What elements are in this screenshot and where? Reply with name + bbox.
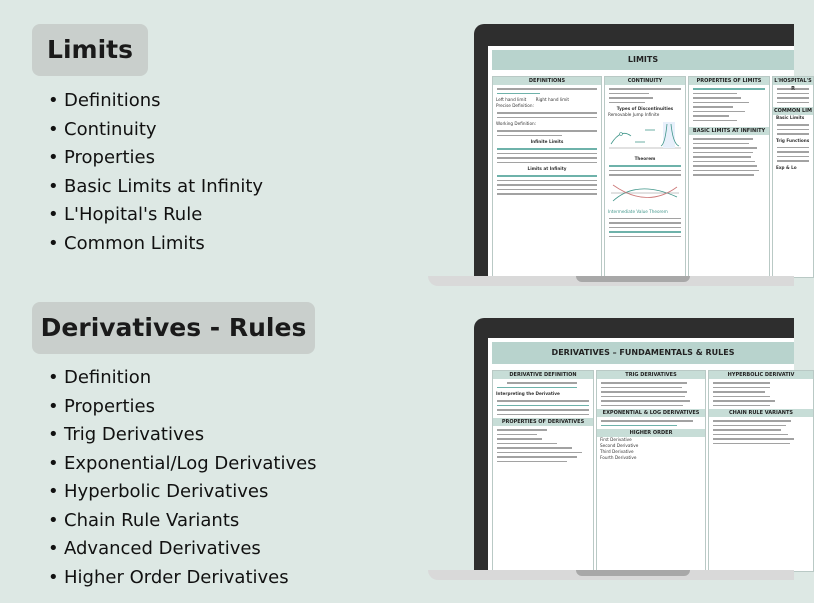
derivatives-topic-list (48, 364, 317, 592)
doc-title: LIMITS (492, 50, 794, 70)
laptop-screen (474, 24, 813, 276)
doc-column (688, 76, 770, 278)
doc-snippet: Working Definition: (496, 121, 537, 126)
cheatsheet-preview-limits (488, 46, 813, 276)
laptop-notch (576, 276, 690, 282)
list-item: • Hyperbolic Derivatives (48, 478, 317, 507)
doc-snippet: Precise Definition: (496, 103, 534, 108)
column-header: DERIVATIVE DEFINITION (493, 371, 593, 379)
column-header: PROPERTIES OF DERIVATIVES (493, 418, 593, 426)
column-header: HIGHER ORDER (597, 429, 705, 437)
list-item: • Properties (48, 393, 317, 422)
doc-snippet: Left hand limit Right hand limit (496, 97, 570, 102)
list-item: • Continuity (48, 116, 263, 145)
list-item: • Higher Order Derivatives (48, 564, 317, 593)
doc-snippet: Removable Jump Infinite (608, 112, 660, 117)
doc-column (772, 76, 814, 278)
doc-column (604, 76, 686, 278)
ivt-graph-icon (607, 179, 683, 205)
doc-snippet: Trig Functions (776, 137, 810, 143)
section-heading-derivatives: Derivatives - Rules (32, 302, 315, 354)
discontinuity-graphs-icon (607, 118, 683, 152)
doc-snippet: Intermediate Value Theorem (608, 208, 668, 214)
column-header: HYPERBOLIC DERIVATIV (709, 371, 813, 379)
column-header: CHAIN RULE VARIANTS (709, 409, 813, 417)
section-heading-limits: Limits (32, 24, 148, 76)
list-item: • Exponential/Log Derivatives (48, 450, 317, 479)
column-header: COMMON LIM (773, 108, 813, 114)
doc-snippet: Exp & Lo (776, 164, 797, 170)
doc-snippet: First Derivative (600, 437, 632, 442)
list-item: • Basic Limits at Infinity (48, 173, 263, 202)
laptop-screen (474, 318, 794, 570)
doc-column (492, 370, 594, 572)
column-header: BASIC LIMITS AT INFINITY (689, 127, 769, 135)
list-item: • Common Limits (48, 230, 263, 259)
laptop-notch (576, 570, 690, 576)
list-item: • Advanced Derivatives (48, 535, 317, 564)
limits-topic-list (48, 87, 263, 258)
doc-snippet: Types of Discontinuities (616, 106, 674, 111)
doc-snippet: Theorem (634, 156, 656, 161)
doc-snippet: Basic Limits (776, 115, 805, 120)
doc-snippet: Third Derivative (600, 449, 634, 454)
column-header: L'HOSPITAL'S (774, 78, 812, 84)
doc-snippet: Second Derivative (600, 443, 639, 448)
cheatsheet-preview-derivatives (488, 338, 794, 570)
list-item: • Definition (48, 364, 317, 393)
doc-snippet: Limits at Infinity (527, 166, 567, 171)
list-item: • Properties (48, 144, 263, 173)
doc-title: DERIVATIVES – FUNDAMENTALS & RULES (492, 342, 794, 364)
list-item: • Definitions (48, 87, 263, 116)
doc-column (708, 370, 814, 572)
doc-snippet: Infinite Limits (530, 139, 564, 144)
list-item: • L'Hopital's Rule (48, 201, 263, 230)
doc-column (492, 76, 602, 278)
column-header: EXPONENTIAL & LOG DERIVATIVES (597, 409, 705, 417)
doc-snippet: Fourth Derivative (600, 455, 637, 460)
column-header: TRIG DERIVATIVES (597, 371, 705, 379)
list-item: • Trig Derivatives (48, 421, 317, 450)
doc-snippet: Interpreting the Derivative (496, 391, 560, 396)
list-item: • Chain Rule Variants (48, 507, 317, 536)
column-header: PROPERTIES OF LIMITS (689, 77, 769, 85)
column-header: DEFINITIONS (493, 77, 601, 85)
doc-column (596, 370, 706, 572)
column-header: CONTINUITY (605, 77, 685, 85)
